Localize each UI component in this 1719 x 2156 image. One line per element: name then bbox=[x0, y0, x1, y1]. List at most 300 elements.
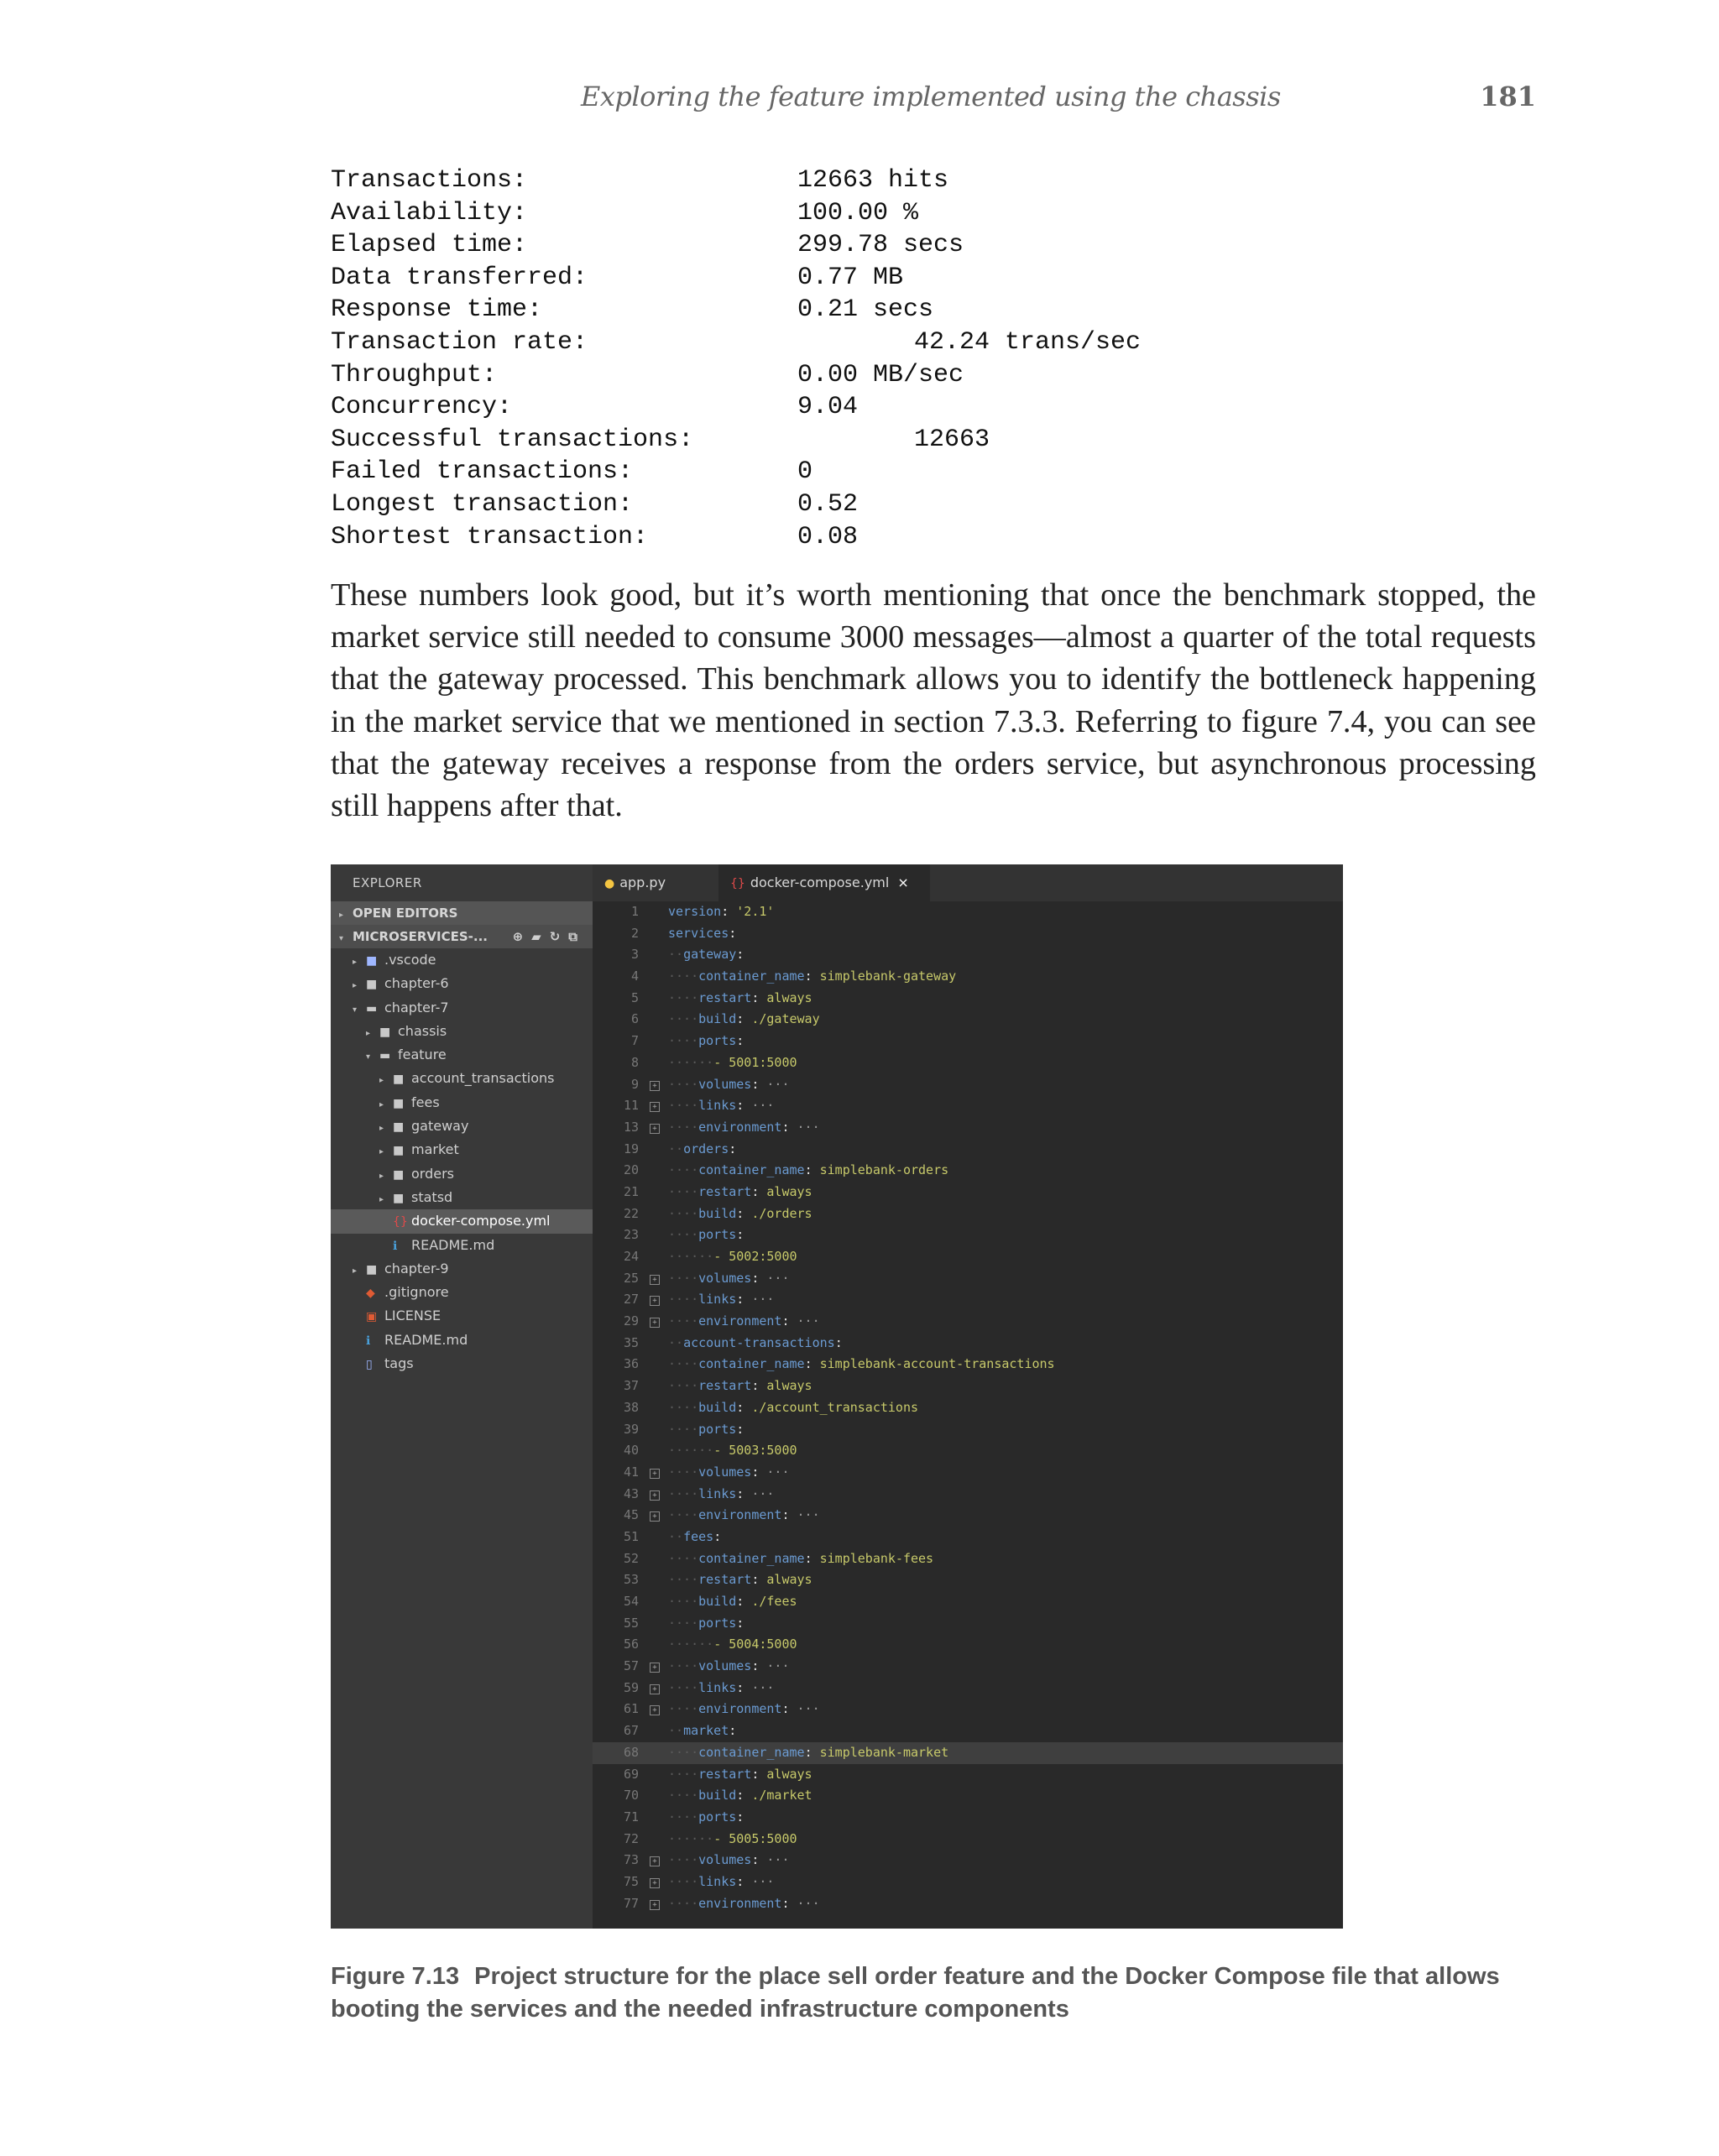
indent-guide: ···· bbox=[668, 1421, 699, 1437]
collapse-all-icon[interactable]: ⧉ bbox=[568, 929, 586, 944]
new-folder-icon[interactable]: ▰ bbox=[531, 929, 550, 944]
yaml-value: ··· bbox=[766, 1464, 790, 1480]
line-number: 20 bbox=[623, 1162, 639, 1178]
code-line bbox=[593, 1634, 1343, 1656]
chevron-right-icon: ▸ bbox=[379, 1194, 384, 1204]
indent-guide: ···· bbox=[668, 1895, 699, 1911]
colon: : bbox=[736, 1205, 752, 1221]
tree-item[interactable] bbox=[331, 1020, 593, 1043]
colon: : bbox=[751, 1464, 767, 1480]
tree-item-label: chassis bbox=[398, 1022, 447, 1039]
line-number: 1 bbox=[630, 904, 639, 919]
code-text bbox=[668, 1764, 812, 1786]
yaml-value: ··· bbox=[797, 1119, 820, 1135]
colon: : bbox=[804, 1550, 820, 1566]
indent-guide: ···· bbox=[668, 1550, 699, 1566]
code-text bbox=[668, 1613, 751, 1635]
tree-item[interactable] bbox=[331, 1209, 593, 1233]
code-line bbox=[593, 1548, 1343, 1570]
code-text bbox=[668, 1311, 820, 1333]
code-line bbox=[593, 1268, 1343, 1290]
code-line bbox=[593, 1591, 1343, 1613]
colon: : bbox=[804, 1162, 820, 1178]
code-text bbox=[668, 1871, 774, 1893]
tree-item[interactable] bbox=[331, 1138, 593, 1162]
yaml-key: ports bbox=[698, 1421, 737, 1437]
line-number: 21 bbox=[623, 1183, 639, 1199]
folder-open-icon: ▬ bbox=[366, 1001, 378, 1015]
colon: : bbox=[736, 1809, 752, 1825]
chevron-right-icon: ▸ bbox=[379, 1099, 384, 1109]
indent-guide: ···· bbox=[668, 1658, 699, 1674]
line-number: 37 bbox=[623, 1378, 639, 1394]
explorer-toolbar bbox=[513, 925, 586, 948]
tree-item[interactable] bbox=[331, 996, 593, 1020]
yaml-value: - 5003:5000 bbox=[713, 1443, 797, 1459]
yaml-value: ··· bbox=[751, 1679, 775, 1695]
colon: : bbox=[729, 1141, 745, 1156]
chevron-right-icon: ▸ bbox=[353, 981, 358, 991]
indent-guide: ·· bbox=[668, 1528, 684, 1544]
info-icon: ℹ bbox=[366, 1334, 371, 1348]
line-number: 52 bbox=[623, 1550, 639, 1566]
code-line bbox=[593, 1311, 1343, 1333]
yaml-key: container_name bbox=[698, 968, 805, 984]
body-paragraph: These numbers look good, but it’s worth mentioning that once the benchmark stopped, the market service still needed to consume 3000 messages—almost a quarter of the total requests that the gateway processed. This benchmark allows you to identify the bottleneck happening in the market service that we mentioned in section 7.3.3. Referring to figure 7.4, you can see that the gateway receives a response from the orders service, but asynchronous processing still happens after that. bbox=[331, 577, 1536, 824]
line-number: 23 bbox=[623, 1227, 639, 1243]
tree-item[interactable] bbox=[331, 972, 593, 995]
code-line bbox=[593, 923, 1343, 945]
yaml-key: links bbox=[698, 1873, 737, 1889]
stat-label: Elapsed time: bbox=[331, 231, 528, 260]
folder-icon: ■ bbox=[379, 1025, 391, 1039]
yaml-key: environment bbox=[698, 1507, 782, 1523]
code-line bbox=[593, 1074, 1343, 1096]
indent-guide: ···· bbox=[668, 1766, 699, 1782]
yaml-value: ··· bbox=[797, 1507, 820, 1523]
colon: : bbox=[721, 904, 737, 919]
folder-icon: ■ bbox=[393, 1144, 405, 1158]
code-line bbox=[593, 1224, 1343, 1246]
line-number: 9 bbox=[630, 1076, 639, 1092]
indent-guide: ···· bbox=[668, 1788, 699, 1804]
explorer-title: EXPLORER bbox=[353, 875, 422, 890]
line-number: 22 bbox=[623, 1205, 639, 1221]
indent-guide: ···· bbox=[668, 1615, 699, 1631]
code-text bbox=[668, 988, 812, 1010]
tree-item[interactable] bbox=[331, 1304, 593, 1328]
yaml-key: restart bbox=[698, 989, 752, 1005]
line-number: 77 bbox=[623, 1895, 639, 1911]
indent-guide: ······ bbox=[668, 1637, 714, 1652]
stat-label: Successful transactions: bbox=[331, 425, 694, 454]
code-text bbox=[668, 1095, 774, 1117]
indent-guide: ······ bbox=[668, 1830, 714, 1846]
code-text bbox=[668, 1548, 933, 1570]
workspace-label: MICROSERVICES-... bbox=[353, 929, 488, 944]
yaml-key: container_name bbox=[698, 1744, 805, 1760]
folder-icon: ■ bbox=[393, 1167, 405, 1182]
code-line bbox=[593, 1139, 1343, 1161]
colon: : bbox=[713, 1528, 729, 1544]
indent-guide: ···· bbox=[668, 968, 699, 984]
indent-guide: ······ bbox=[668, 1054, 714, 1070]
close-icon[interactable]: × bbox=[897, 874, 909, 890]
code-line bbox=[593, 1052, 1343, 1074]
tab-app-py[interactable] bbox=[593, 864, 718, 901]
folder-icon: ■ bbox=[366, 978, 378, 992]
line-number: 8 bbox=[630, 1054, 639, 1070]
indent-guide: ···· bbox=[668, 1399, 699, 1415]
yaml-key: orders bbox=[683, 1141, 729, 1156]
info-icon: ℹ bbox=[393, 1239, 398, 1253]
colon: : bbox=[729, 925, 745, 941]
stat-value: 0.52 bbox=[797, 489, 859, 519]
tree-item[interactable] bbox=[331, 1162, 593, 1186]
tree-item-label: account_transactions bbox=[411, 1070, 555, 1087]
tree-item[interactable] bbox=[331, 1257, 593, 1281]
yaml-value: ./account_transactions bbox=[751, 1399, 919, 1415]
code-line bbox=[593, 1893, 1343, 1915]
colon: : bbox=[729, 1723, 745, 1739]
tree-item[interactable] bbox=[331, 1281, 593, 1304]
colon: : bbox=[736, 1399, 752, 1415]
indent-guide: ···· bbox=[668, 1873, 699, 1889]
colon: : bbox=[751, 1270, 767, 1286]
tree-item-label: fees bbox=[411, 1094, 440, 1110]
code-line bbox=[593, 1569, 1343, 1591]
stat-value: 9.04 bbox=[797, 393, 859, 422]
code-line bbox=[593, 1031, 1343, 1052]
colon: : bbox=[736, 1873, 752, 1889]
fold-expand-icon[interactable]: + bbox=[650, 1856, 660, 1866]
tree-item[interactable] bbox=[331, 1352, 593, 1376]
code-line bbox=[593, 944, 1343, 966]
line-number: 70 bbox=[623, 1788, 639, 1804]
code-line bbox=[593, 1376, 1343, 1397]
folder-open-icon: ▬ bbox=[379, 1049, 391, 1063]
yaml-key: volumes bbox=[698, 1852, 752, 1868]
colon: : bbox=[751, 989, 767, 1005]
fold-expand-icon[interactable]: + bbox=[650, 1705, 660, 1715]
code-text bbox=[668, 1139, 744, 1161]
indent-guide: ···· bbox=[668, 1507, 699, 1523]
code-text bbox=[668, 1268, 790, 1290]
yaml-key: build bbox=[698, 1594, 737, 1609]
code-line bbox=[593, 966, 1343, 988]
colon: : bbox=[736, 1485, 752, 1501]
tree-item[interactable] bbox=[331, 1067, 593, 1090]
indent-guide: ···· bbox=[668, 1679, 699, 1695]
yaml-key: environment bbox=[698, 1701, 782, 1717]
fold-expand-icon[interactable]: + bbox=[650, 1511, 660, 1522]
code-line bbox=[593, 1829, 1343, 1851]
line-number: 45 bbox=[623, 1507, 639, 1523]
line-number: 6 bbox=[630, 1011, 639, 1027]
fold-expand-icon[interactable]: + bbox=[650, 1900, 660, 1910]
stat-value: 0.21 secs bbox=[797, 295, 934, 325]
fold-expand-icon[interactable]: + bbox=[650, 1102, 660, 1112]
line-number: 54 bbox=[623, 1594, 639, 1609]
yaml-value: simplebank-fees bbox=[819, 1550, 934, 1566]
yaml-value: always bbox=[766, 1183, 812, 1199]
code-text bbox=[668, 1246, 797, 1268]
yaml-value: always bbox=[766, 1572, 812, 1588]
line-number: 71 bbox=[623, 1809, 639, 1825]
yaml-value: simplebank-orders bbox=[819, 1162, 949, 1178]
open-editors-section[interactable] bbox=[331, 901, 593, 925]
code-line bbox=[593, 1354, 1343, 1376]
line-number: 27 bbox=[623, 1292, 639, 1308]
stat-label: Shortest transaction: bbox=[331, 522, 649, 551]
folder-icon: ■ bbox=[393, 1096, 405, 1110]
tree-item[interactable] bbox=[331, 1234, 593, 1257]
tree-item-label: gateway bbox=[411, 1118, 469, 1135]
tree-item[interactable] bbox=[331, 1091, 593, 1115]
yaml-value: - 5004:5000 bbox=[713, 1637, 797, 1652]
fold-expand-icon[interactable]: + bbox=[650, 1684, 660, 1694]
indent-guide: ···· bbox=[668, 1485, 699, 1501]
code-text bbox=[668, 1829, 797, 1851]
page-number: 181 bbox=[1480, 81, 1536, 112]
figure-caption bbox=[331, 1960, 1539, 2026]
colon: : bbox=[751, 1378, 767, 1394]
tree-item-label: chapter-6 bbox=[384, 975, 449, 992]
code-text bbox=[668, 1376, 812, 1397]
license-icon: ▣ bbox=[366, 1310, 378, 1324]
code-text bbox=[668, 1634, 797, 1656]
code-line bbox=[593, 1656, 1343, 1678]
yaml-key: build bbox=[698, 1788, 737, 1804]
colon: : bbox=[736, 947, 752, 963]
fold-expand-icon[interactable]: + bbox=[650, 1296, 660, 1306]
stat-value: 0 bbox=[797, 457, 813, 487]
yaml-value: ··· bbox=[797, 1895, 820, 1911]
indent-guide: ···· bbox=[668, 1701, 699, 1717]
tree-item[interactable] bbox=[331, 1043, 593, 1067]
code-text bbox=[668, 1203, 812, 1225]
yaml-value: ··· bbox=[797, 1701, 820, 1717]
chevron-right-icon: ▸ bbox=[379, 1147, 384, 1157]
colon: : bbox=[736, 1011, 752, 1027]
indent-guide: ·· bbox=[668, 1334, 684, 1350]
colon: : bbox=[736, 1788, 752, 1804]
colon: : bbox=[781, 1895, 797, 1911]
code-line bbox=[593, 1203, 1343, 1225]
code-text bbox=[668, 1031, 751, 1052]
yaml-key: build bbox=[698, 1399, 737, 1415]
line-number: 7 bbox=[630, 1033, 639, 1049]
yaml-key: gateway bbox=[683, 947, 737, 963]
colon: : bbox=[804, 1356, 820, 1372]
line-number: 2 bbox=[630, 925, 639, 941]
yaml-value: ··· bbox=[751, 1485, 775, 1501]
line-number: 40 bbox=[623, 1443, 639, 1459]
code-line bbox=[593, 1095, 1343, 1117]
code-editor bbox=[593, 864, 1343, 1929]
workspace-section[interactable] bbox=[331, 925, 593, 948]
yaml-key: build bbox=[698, 1205, 737, 1221]
stat-value: 0.00 MB/sec bbox=[797, 360, 964, 389]
new-file-icon[interactable]: ⊕ bbox=[512, 929, 532, 944]
editor-tab-bar bbox=[593, 864, 1343, 901]
yaml-value: simplebank-gateway bbox=[819, 968, 957, 984]
colon: : bbox=[736, 1292, 752, 1308]
indent-guide: ···· bbox=[668, 1572, 699, 1588]
indent-guide: ···· bbox=[668, 1378, 699, 1394]
code-text bbox=[668, 1333, 850, 1355]
colon: : bbox=[751, 1076, 767, 1092]
code-text bbox=[668, 1678, 774, 1699]
code-line bbox=[593, 1484, 1343, 1506]
yaml-value: ./fees bbox=[751, 1594, 797, 1609]
code-text bbox=[668, 1807, 751, 1829]
fold-expand-icon[interactable]: + bbox=[650, 1318, 660, 1328]
line-number: 19 bbox=[623, 1141, 639, 1156]
line-number: 35 bbox=[623, 1334, 639, 1350]
fold-expand-icon[interactable]: + bbox=[650, 1878, 660, 1888]
chevron-right-icon: ▸ bbox=[353, 958, 358, 967]
code-line bbox=[593, 1742, 1343, 1764]
code-text bbox=[668, 1117, 820, 1139]
explorer-sidebar bbox=[331, 864, 593, 1929]
code-line bbox=[593, 1397, 1343, 1419]
yaml-value: ··· bbox=[751, 1292, 775, 1308]
yaml-key: ports bbox=[698, 1615, 737, 1631]
fold-expand-icon[interactable]: + bbox=[650, 1081, 660, 1091]
fold-expand-icon[interactable]: + bbox=[650, 1663, 660, 1673]
stat-value: 299.78 secs bbox=[797, 231, 964, 260]
python-icon: ● bbox=[604, 877, 615, 890]
indent-guide: ···· bbox=[668, 1183, 699, 1199]
code-text bbox=[668, 1591, 797, 1613]
yaml-value: ./market bbox=[751, 1788, 812, 1804]
line-number: 4 bbox=[630, 968, 639, 984]
line-number: 25 bbox=[623, 1270, 639, 1286]
yaml-key: ports bbox=[698, 1227, 737, 1243]
indent-guide: ···· bbox=[668, 1292, 699, 1308]
tab-docker-compose[interactable] bbox=[718, 864, 930, 901]
yaml-value: always bbox=[766, 989, 812, 1005]
file-icon: ▯ bbox=[366, 1358, 373, 1372]
indent-guide: ···· bbox=[668, 1852, 699, 1868]
code-line bbox=[593, 1462, 1343, 1484]
code-line bbox=[593, 1505, 1343, 1527]
line-number: 59 bbox=[623, 1679, 639, 1695]
figure-label: Figure 7.13 bbox=[331, 1963, 460, 1990]
indent-guide: ···· bbox=[668, 1356, 699, 1372]
indent-guide: ···· bbox=[668, 1076, 699, 1092]
tree-item[interactable] bbox=[331, 1186, 593, 1209]
tree-item-label: .vscode bbox=[384, 952, 436, 968]
line-number: 39 bbox=[623, 1421, 639, 1437]
line-number: 11 bbox=[623, 1098, 639, 1114]
code-text bbox=[668, 1052, 797, 1074]
code-line bbox=[593, 1850, 1343, 1871]
stat-value: 0.77 MB bbox=[797, 263, 904, 292]
yaml-value: ··· bbox=[766, 1852, 790, 1868]
yaml-key: container_name bbox=[698, 1356, 805, 1372]
fold-expand-icon[interactable]: + bbox=[650, 1124, 660, 1134]
indent-guide: ···· bbox=[668, 1033, 699, 1049]
tree-item[interactable] bbox=[331, 1115, 593, 1138]
tree-item[interactable] bbox=[331, 948, 593, 972]
indent-guide: ···· bbox=[668, 1464, 699, 1480]
folder-icon: ■ bbox=[393, 1191, 405, 1205]
colon: : bbox=[781, 1701, 797, 1717]
colon: : bbox=[736, 1615, 752, 1631]
code-line bbox=[593, 1246, 1343, 1268]
yaml-file-icon: {} bbox=[730, 877, 745, 890]
fold-expand-icon[interactable]: + bbox=[650, 1490, 660, 1501]
indent-guide: ···· bbox=[668, 1744, 699, 1760]
indent-guide: ···· bbox=[668, 1594, 699, 1609]
refresh-icon[interactable]: ↻ bbox=[549, 929, 569, 944]
yaml-value: ./orders bbox=[751, 1205, 812, 1221]
code-line bbox=[593, 1699, 1343, 1720]
code-line bbox=[593, 1785, 1343, 1807]
line-number: 69 bbox=[623, 1766, 639, 1782]
yaml-key: volumes bbox=[698, 1076, 752, 1092]
code-text bbox=[668, 1893, 820, 1915]
tree-item-label: statsd bbox=[411, 1188, 453, 1205]
code-text bbox=[668, 901, 774, 923]
code-text bbox=[668, 923, 744, 945]
stat-label: Data transferred: bbox=[331, 263, 588, 292]
stat-value: 0.08 bbox=[797, 522, 859, 551]
line-number: 38 bbox=[623, 1399, 639, 1415]
code-line bbox=[593, 1807, 1343, 1829]
yaml-key: links bbox=[698, 1679, 737, 1695]
fold-expand-icon[interactable]: + bbox=[650, 1469, 660, 1479]
code-text bbox=[668, 1224, 751, 1246]
folder-icon: ■ bbox=[393, 1073, 405, 1087]
code-text bbox=[668, 1699, 820, 1720]
fold-expand-icon[interactable]: + bbox=[650, 1275, 660, 1285]
tree-item-label: market bbox=[411, 1141, 459, 1158]
code-line bbox=[593, 1117, 1343, 1139]
yaml-value: - 5005:5000 bbox=[713, 1830, 797, 1846]
code-text bbox=[668, 1850, 790, 1871]
code-line bbox=[593, 1160, 1343, 1182]
yaml-key: market bbox=[683, 1723, 729, 1739]
yaml-value: always bbox=[766, 1378, 812, 1394]
folder-icon: ■ bbox=[366, 1262, 378, 1276]
tree-item-label: feature bbox=[398, 1047, 447, 1063]
line-number: 3 bbox=[630, 947, 639, 963]
chevron-down-icon: ▾ bbox=[353, 1005, 358, 1015]
line-number: 75 bbox=[623, 1873, 639, 1889]
yaml-key: account-transactions bbox=[683, 1334, 835, 1350]
yaml-key: restart bbox=[698, 1766, 752, 1782]
chevron-right-icon: ▸ bbox=[339, 911, 344, 920]
indent-guide: ···· bbox=[668, 1119, 699, 1135]
yaml-value: ··· bbox=[766, 1658, 790, 1674]
yaml-key: container_name bbox=[698, 1550, 805, 1566]
yaml-key: fees bbox=[683, 1528, 714, 1544]
colon: : bbox=[781, 1313, 797, 1329]
line-number: 13 bbox=[623, 1119, 639, 1135]
code-text bbox=[668, 1527, 729, 1548]
yaml-value: ··· bbox=[751, 1098, 775, 1114]
tree-item[interactable] bbox=[331, 1329, 593, 1352]
code-text bbox=[668, 1785, 812, 1807]
yaml-value: - 5001:5000 bbox=[713, 1054, 797, 1070]
yaml-key: environment bbox=[698, 1119, 782, 1135]
line-number: 36 bbox=[623, 1356, 639, 1372]
code-text bbox=[668, 1656, 790, 1678]
colon: : bbox=[781, 1119, 797, 1135]
